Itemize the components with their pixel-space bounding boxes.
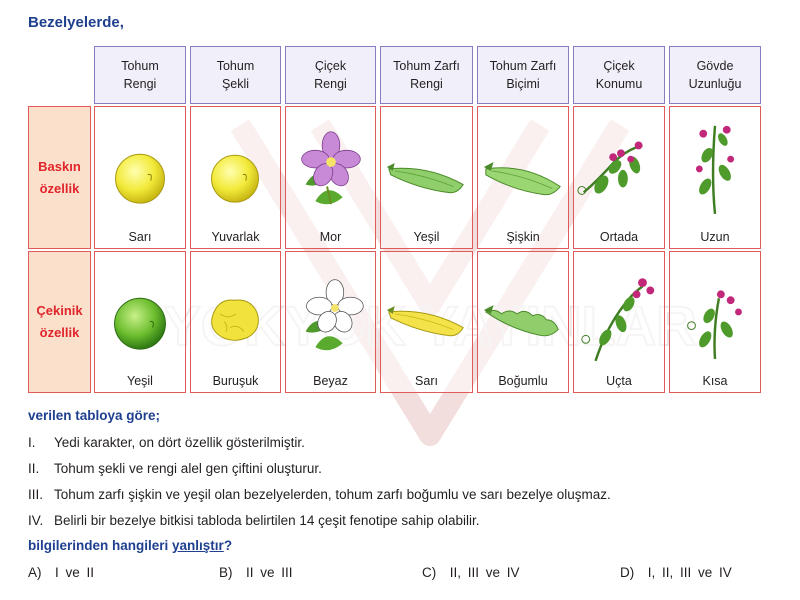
trait-label: Ortada: [599, 230, 639, 244]
purple-flower-icon: [286, 107, 375, 222]
question-mark: ?: [223, 538, 233, 553]
trait-label: Kısa: [702, 374, 728, 388]
green-pod-icon: [381, 107, 472, 222]
question-intro: verilen tabloya göre;: [28, 408, 161, 423]
cell-dominant-pod-shape: [477, 106, 569, 249]
cell-recessive-flower-position: [573, 251, 665, 393]
wrinkled-pea-icon: [191, 252, 280, 367]
option-letter: B): [219, 565, 233, 580]
statement-number: III.: [28, 487, 44, 502]
option-letter: C): [422, 565, 437, 580]
cell-recessive-stem-length: [669, 251, 761, 393]
round-pea-icon: [191, 107, 280, 222]
white-flower-icon: [286, 252, 375, 367]
option-d[interactable]: [620, 565, 732, 580]
header-stem-length: Gövde Uzunluğu: [669, 46, 761, 104]
trait-label: Boğumlu: [498, 374, 548, 388]
cell-recessive-seed-color: [94, 251, 186, 393]
trait-label: Uçta: [606, 374, 632, 388]
statement-number: IV.: [28, 513, 44, 528]
trait-label: Yeşil: [127, 374, 153, 388]
option-text: I, II, III ve IV: [647, 565, 732, 580]
yellow-pod-icon: [381, 252, 472, 367]
option-a[interactable]: [28, 565, 94, 580]
option-b[interactable]: [219, 565, 293, 580]
trait-label: Mor: [319, 230, 342, 244]
header-pod-color: Tohum Zarfı Rengi: [380, 46, 473, 104]
question-prompt: [28, 538, 232, 553]
trait-label: Sarı: [415, 374, 438, 388]
header-seed-shape: Tohum Şekli: [190, 46, 281, 104]
inflated-pod-icon: [478, 107, 568, 222]
row-label-recessive: Çekinik özellik: [28, 251, 91, 393]
cell-recessive-pod-color: [380, 251, 473, 393]
cell-recessive-flower-color: [285, 251, 376, 393]
page-title: Bezelyelerde,: [28, 14, 124, 31]
statement-4: [28, 513, 479, 528]
question-keyword: yanlıştır: [172, 538, 224, 553]
trait-label: Yuvarlak: [211, 230, 260, 244]
statement-number: I.: [28, 435, 36, 450]
trait-label: Buruşuk: [212, 374, 259, 388]
short-plant-icon: [670, 252, 760, 367]
option-text: I ve II: [55, 565, 95, 580]
option-letter: D): [620, 565, 635, 580]
row-label-dominant: Baskın özellik: [28, 106, 91, 249]
statement-3: [28, 487, 611, 502]
cell-dominant-seed-color: [94, 106, 186, 249]
option-c[interactable]: [422, 565, 520, 580]
terminal-flower-plant-icon: [574, 252, 664, 367]
header-flower-position: Çiçek Konumu: [573, 46, 665, 104]
cell-recessive-pod-shape: [477, 251, 569, 393]
cell-dominant-stem-length: [669, 106, 761, 249]
cell-dominant-seed-shape: [190, 106, 281, 249]
cell-dominant-flower-color: [285, 106, 376, 249]
axial-flower-plant-icon: [574, 107, 664, 222]
statement-text: Tohum zarfı şişkin ve yeşil olan bezelyelerden, tohum zarfı boğumlu ve sarı bezelye oluşmaz.: [54, 487, 611, 502]
trait-label: Uzun: [700, 230, 730, 244]
statement-text: Tohum şekli ve rengi alel gen çiftini oluşturur.: [54, 461, 322, 476]
green-pea-icon: [95, 252, 185, 367]
option-letter: A): [28, 565, 42, 580]
option-text: II ve III: [246, 565, 293, 580]
trait-label: Sarı: [128, 230, 152, 244]
tall-plant-icon: [670, 107, 760, 222]
option-text: II, III ve IV: [449, 565, 520, 580]
statement-text: Yedi karakter, on dört özellik gösterilmiştir.: [54, 435, 305, 450]
header-flower-color: Çiçek Rengi: [285, 46, 376, 104]
statement-1: [28, 435, 305, 450]
trait-label: Yeşil: [413, 230, 440, 244]
statement-text: Belirli bir bezelye bitkisi tabloda belirtilen 14 çeşit fenotipe sahip olabilir.: [54, 513, 480, 528]
statement-2: [28, 461, 322, 476]
header-seed-color: Tohum Rengi: [94, 46, 186, 104]
question-prompt-text: bilgilerinden hangileri: [28, 538, 173, 553]
statement-number: II.: [28, 461, 40, 476]
cell-recessive-seed-shape: [190, 251, 281, 393]
header-pod-shape: Tohum Zarfı Biçimi: [477, 46, 569, 104]
cell-dominant-pod-color: [380, 106, 473, 249]
cell-dominant-flower-position: [573, 106, 665, 249]
trait-label: Şişkin: [506, 230, 540, 244]
constricted-pod-icon: [478, 252, 568, 367]
trait-label: Beyaz: [313, 374, 348, 388]
yellow-pea-icon: [95, 107, 185, 222]
